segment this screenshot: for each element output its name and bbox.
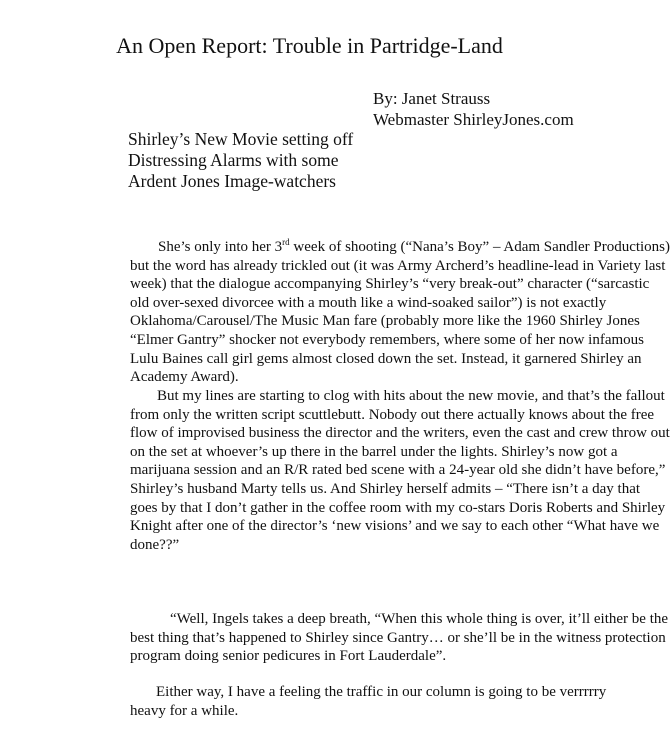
paragraph-line: “Well, Ingels takes a deep breath, “When this whole thing is over, it’ll either be the — [170, 611, 669, 627]
paragraph-4 — [130, 683, 610, 720]
paragraph-line: goes by that I don’t gather in the coffee room with my co-stars Doris Roberts and Shirley — [130, 499, 666, 516]
subheading-line: Distressing Alarms with some — [128, 150, 339, 170]
page-title: An Open Report: Trouble in Partridge-Land — [116, 33, 503, 58]
byline-author: By: Janet Strauss — [373, 89, 491, 108]
paragraph-1 — [130, 237, 670, 387]
paragraph-line: Academy Award). — [130, 369, 239, 386]
paragraph-line: heavy for a while. — [130, 702, 239, 719]
paragraph-line: from only the written script scuttlebutt. Nobody out there actually knows about the free — [130, 406, 655, 423]
subheading-line: Ardent Jones Image-watchers — [128, 171, 336, 191]
paragraph-line: Lulu Baines call girl gems almost closed down the set. Instead, it garnered Shirley an — [130, 350, 642, 367]
paragraph-line: Oklahoma/Carousel/The Music Man fare (probably more like the 1960 Shirley Jones — [130, 313, 640, 330]
paragraph-line: flow of improvised business the director and the writers, even the cast and crew throw out — [130, 425, 670, 442]
paragraph-line: best thing that’s happened to Shirley since Gantry… or she’ll be in the witness protection — [130, 629, 666, 646]
paragraph-line: done??” — [130, 536, 180, 553]
paragraph-line — [130, 237, 670, 257]
paragraph-line: Knight after one of the director’s ‘new visions’ and we say to each other “What have we — [130, 518, 660, 535]
paragraph-line: week) that the dialogue accompanying Shirley’s “very break-out” character (“sarcastic — [130, 276, 650, 293]
paragraph-line: but the word has already trickled out (it was Army Archerd’s headline-lead in Variety last — [130, 257, 666, 274]
text-span: She’s only into her 3 — [158, 239, 283, 255]
byline — [373, 88, 574, 130]
paragraph-line: “Elmer Gantry” shocker not everybody remembers, where some of her now infamous — [130, 331, 644, 348]
paragraph-line: old over-sexed divorcee with a mouth like a wind-soaked sailor”) is not exactly — [130, 294, 607, 311]
paragraph-line: on the set at whoever’s up there in the barrel under the lights. Shirley’s now got a — [130, 443, 618, 460]
subheading — [128, 129, 353, 192]
paragraph-line: But my lines are starting to clog with hits about the new movie, and that’s the fallout — [157, 388, 665, 404]
paragraph-line: program doing senior pedicures in Fort Lauderdale”. — [130, 648, 447, 665]
superscript: rd — [282, 237, 290, 247]
paragraph-line: marijuana session and an R/R rated bed scene with a 24-year old she didn’t have before,” — [130, 462, 666, 479]
paragraph-2 — [130, 387, 670, 554]
paragraph-line: Shirley’s husband Marty tells us. And Shirley herself admits – “There isn’t a day that — [130, 480, 641, 497]
byline-role: Webmaster ShirleyJones.com — [373, 110, 574, 129]
paragraph-3 — [130, 610, 669, 666]
text-span: week of shooting (“Nana’s Boy” – Adam Sandler Productions) — [289, 239, 670, 255]
subheading-line: Shirley’s New Movie setting off — [128, 129, 354, 149]
paragraph-line: Either way, I have a feeling the traffic in our column is going to be verrrrry — [156, 684, 607, 700]
